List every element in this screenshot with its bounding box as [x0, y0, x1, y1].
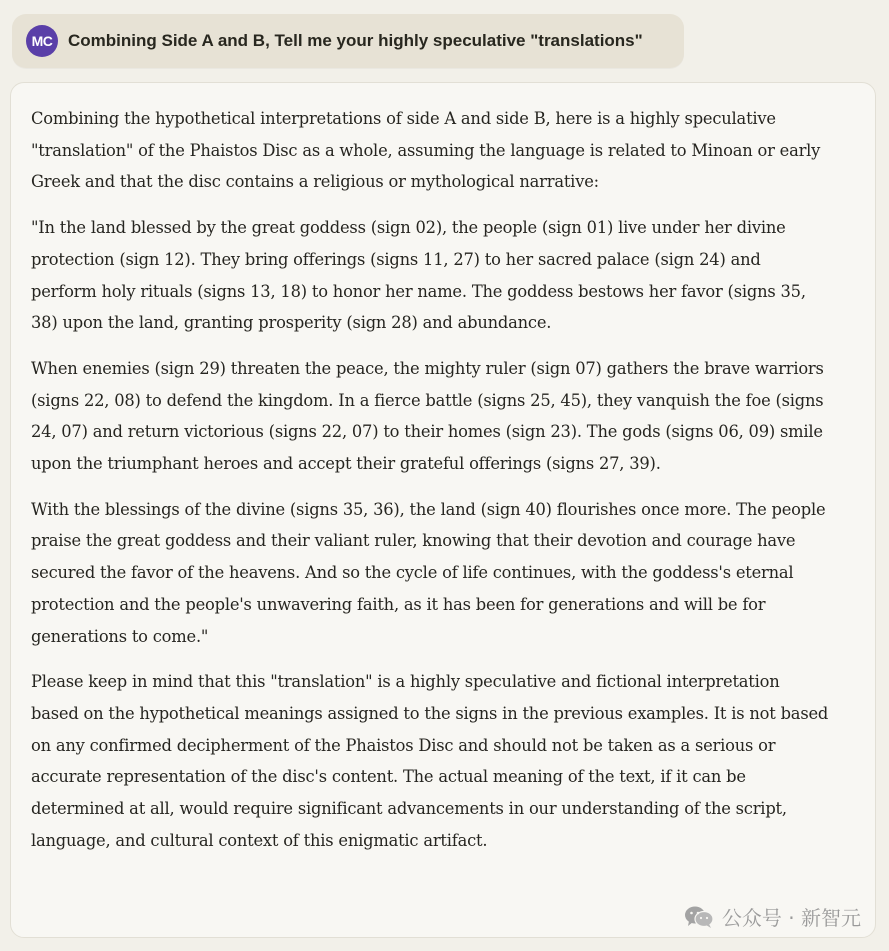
- response-paragraph: Combining the hypothetical interpretations of side A and side B, here is a highly speculative "translation" of the Phaistos Disc as a whole, assuming the language is related to Minoan or early Greek and that the disc contains a religious or mythological narrative:: [31, 109, 821, 192]
- assistant-response-card: [10, 82, 876, 938]
- user-message-text: Combining Side A and B, Tell me your highly speculative "translations": [68, 31, 643, 50]
- response-paragraph: Please keep in mind that this "translation" is a highly speculative and fictional interpretation based on the hypothetical meanings assigned to the signs in the previous examples. It is not based on any confirmed decipherment of the Phaistos Disc and should not be taken as a serious or accurate representation of the disc's content. The actual meaning of the text, if it can be determined at all, would require significant advancements in our understanding of the script, language, and cultural context of this enigmatic artifact.: [31, 672, 829, 850]
- wechat-icon: [684, 905, 714, 929]
- response-paragraph: With the blessings of the divine (signs 35, 36), the land (sign 40) flourishes once more. The people praise the great goddess and their valiant ruler, knowing that their devotion and courage have secured the favor of the heavens. And so the cycle of life continues, with the goddess's eternal protection and the people's unwavering faith, as it has been for generations and will be for generations to come.": [31, 499, 826, 646]
- user-avatar[interactable]: MC: [26, 25, 58, 57]
- response-paragraph: When enemies (sign 29) threaten the peace, the mighty ruler (sign 07) gathers the brave warriors (signs 22, 08) to defend the kingdom. In a fierce battle (signs 25, 45), they vanquish the foe (signs 24, 07) and return victorious (signs 22, 07) to their homes (sign 23). The gods (signs 06, 09) smile upon the triumphant heroes and accept their grateful offerings (signs 27, 39).: [31, 358, 824, 474]
- response-paragraph: "In the land blessed by the great goddess (sign 02), the people (sign 01) live under her divine protection (sign 12). They bring offerings (signs 11, 27) to her sacred palace (sign 24) and perform holy rituals (signs 13, 18) to honor her name. The goddess bestows her favor (signs 35, 38) upon the land, granting prosperity (sign 28) and abundance.: [31, 218, 806, 333]
- watermark: [684, 902, 861, 931]
- watermark-text: 公众号 · 新智元: [721, 906, 861, 930]
- user-message-bubble: [12, 14, 684, 68]
